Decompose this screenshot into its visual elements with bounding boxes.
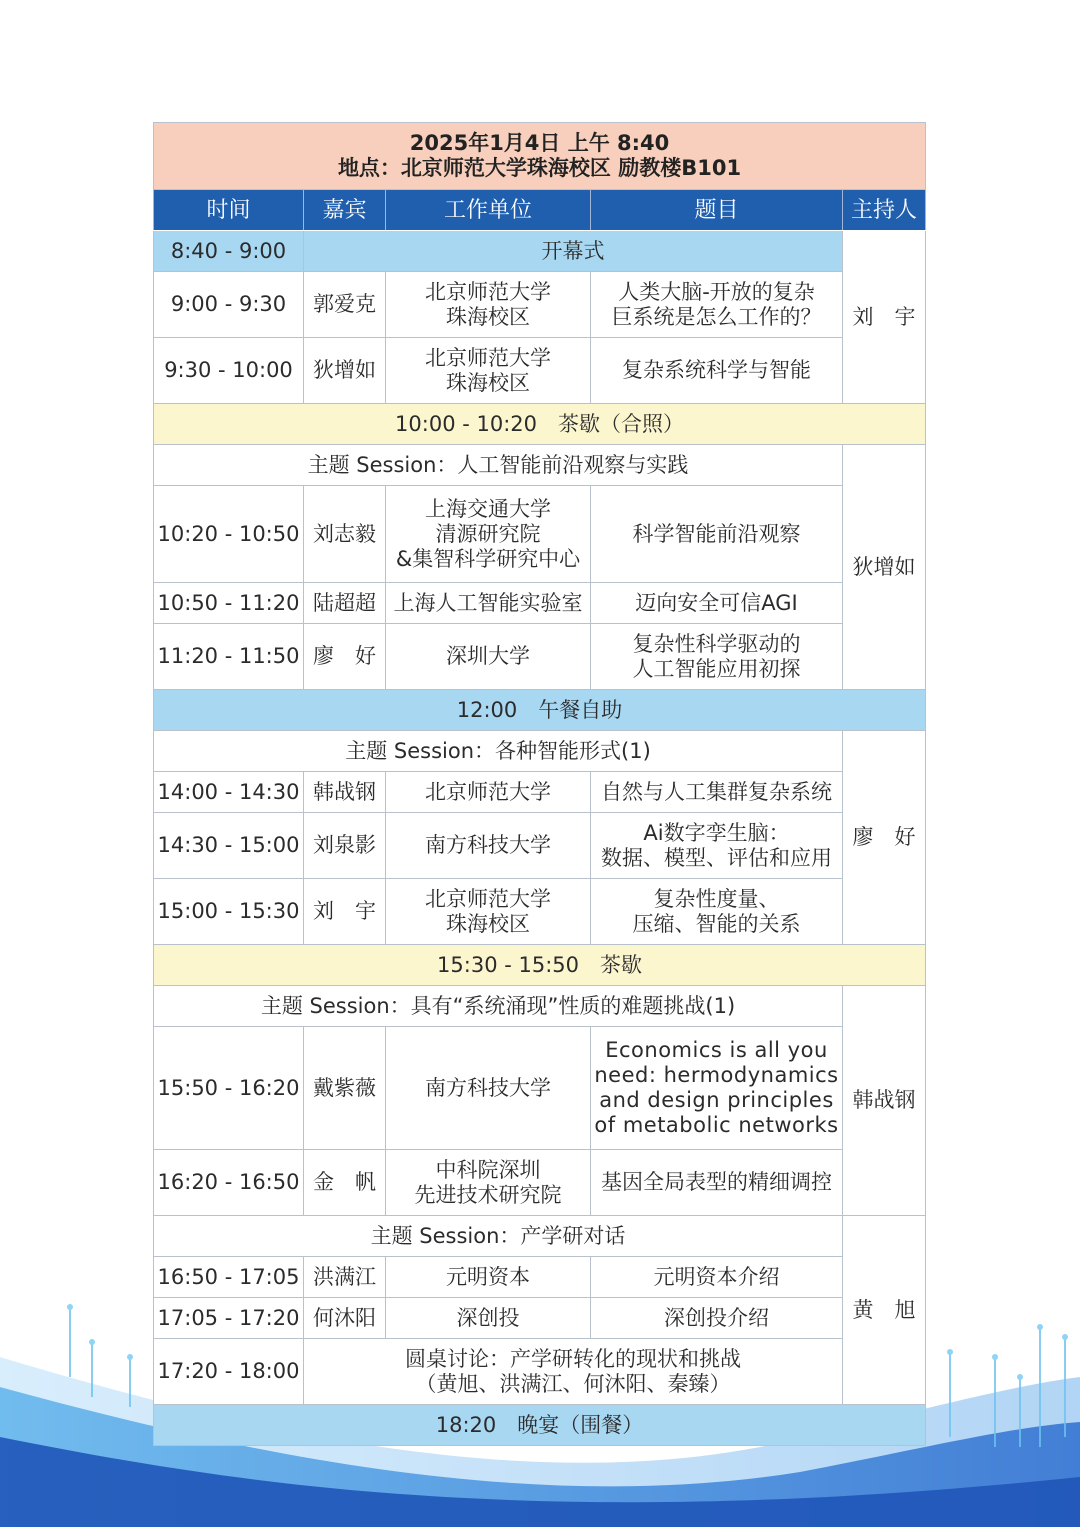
row-time: 10:50 - 11:20 <box>154 583 304 624</box>
row-organization: 上海人工智能实验室 <box>386 583 591 624</box>
opening-label: 开幕式 <box>304 231 843 272</box>
row-time: 15:50 - 16:20 <box>154 1027 304 1150</box>
row-speaker: 狄增如 <box>304 338 386 404</box>
column-header-row <box>154 190 926 231</box>
row-organization: 深创投 <box>386 1298 591 1339</box>
session-title-row <box>154 986 926 1027</box>
row-speaker: 郭爱克 <box>304 272 386 338</box>
session-title: 主题 Session：人工智能前沿观察与实践 <box>154 445 843 486</box>
row-topic: Ai数字孪生脑： 数据、模型、评估和应用 <box>591 813 843 879</box>
schedule-header <box>154 123 926 190</box>
dinner-row <box>154 1405 926 1446</box>
row-topic: 科学智能前沿观察 <box>591 486 843 583</box>
lunch-label: 12:00 午餐自助 <box>154 690 926 731</box>
row-topic: 迈向安全可信AGI <box>591 583 843 624</box>
row-time: 17:05 - 17:20 <box>154 1298 304 1339</box>
host-cell: 刘 宇 <box>843 231 926 404</box>
table-row <box>154 231 926 272</box>
row-speaker: 刘泉影 <box>304 813 386 879</box>
column-speaker: 嘉宾 <box>304 190 386 231</box>
row-organization: 北京师范大学 珠海校区 <box>386 272 591 338</box>
row-time: 8:40 - 9:00 <box>154 231 304 272</box>
row-organization: 北京师范大学 珠海校区 <box>386 338 591 404</box>
tea-break-row <box>154 404 926 445</box>
row-speaker: 陆超超 <box>304 583 386 624</box>
dinner-label: 18:20 晚宴（围餐） <box>154 1405 926 1446</box>
row-organization: 中科院深圳 先进技术研究院 <box>386 1150 591 1216</box>
table-row <box>154 879 926 945</box>
tea-break-row <box>154 945 926 986</box>
row-time: 9:00 - 9:30 <box>154 272 304 338</box>
table-row <box>154 486 926 583</box>
host-cell: 黄 旭 <box>843 1216 926 1405</box>
session-title-row <box>154 731 926 772</box>
row-organization: 南方科技大学 <box>386 1027 591 1150</box>
row-topic: 基因全局表型的精细调控 <box>591 1150 843 1216</box>
table-row <box>154 772 926 813</box>
row-time: 14:00 - 14:30 <box>154 772 304 813</box>
row-time: 16:50 - 17:05 <box>154 1257 304 1298</box>
schedule-table <box>153 122 926 1446</box>
row-speaker: 戴紫薇 <box>304 1027 386 1150</box>
table-row <box>154 624 926 690</box>
row-topic: 人类大脑-开放的复杂 巨系统是怎么工作的？ <box>591 272 843 338</box>
session-title-row <box>154 1216 926 1257</box>
row-organization: 元明资本 <box>386 1257 591 1298</box>
column-time: 时间 <box>154 190 304 231</box>
row-topic: 元明资本介绍 <box>591 1257 843 1298</box>
row-topic: 自然与人工集群复杂系统 <box>591 772 843 813</box>
row-time: 14:30 - 15:00 <box>154 813 304 879</box>
roundtable-row <box>154 1339 926 1405</box>
row-time: 9:30 - 10:00 <box>154 338 304 404</box>
column-host: 主持人 <box>843 190 926 231</box>
row-topic: 复杂性科学驱动的 人工智能应用初探 <box>591 624 843 690</box>
table-row <box>154 1027 926 1150</box>
row-topic: 复杂系统科学与智能 <box>591 338 843 404</box>
session-title: 主题 Session：具有“系统涌现”性质的难题挑战(1) <box>154 986 843 1027</box>
row-speaker: 何沐阳 <box>304 1298 386 1339</box>
row-speaker: 洪满江 <box>304 1257 386 1298</box>
row-organization: 上海交通大学 清源研究院 &集智科学研究中心 <box>386 486 591 583</box>
row-time: 16:20 - 16:50 <box>154 1150 304 1216</box>
host-cell: 狄增如 <box>843 445 926 690</box>
row-speaker: 金 帆 <box>304 1150 386 1216</box>
tea-break-label: 10:00 - 10:20 茶歇（合照） <box>154 404 926 445</box>
tea-break-label: 15:30 - 15:50 茶歇 <box>154 945 926 986</box>
row-organization: 北京师范大学 <box>386 772 591 813</box>
host-cell: 廖 好 <box>843 731 926 945</box>
row-time: 15:00 - 15:30 <box>154 879 304 945</box>
table-row <box>154 1150 926 1216</box>
event-location: 地点：北京师范大学珠海校区 励教楼B101 <box>337 156 742 180</box>
table-row <box>154 338 926 404</box>
event-datetime: 2025年1月4日 上午 8:40 <box>409 131 670 155</box>
table-row <box>154 813 926 879</box>
table-row <box>154 1298 926 1339</box>
row-time: 10:20 - 10:50 <box>154 486 304 583</box>
column-organization: 工作单位 <box>386 190 591 231</box>
row-topic: Economics is all you need: hermodynamics and design principles of metabolic networks <box>591 1027 843 1150</box>
row-topic: 复杂性度量、 压缩、智能的关系 <box>591 879 843 945</box>
row-speaker: 韩战钢 <box>304 772 386 813</box>
row-time: 17:20 - 18:00 <box>154 1339 304 1405</box>
table-row <box>154 1257 926 1298</box>
session-title: 主题 Session：产学研对话 <box>154 1216 843 1257</box>
table-row <box>154 272 926 338</box>
column-topic: 题目 <box>591 190 843 231</box>
row-speaker: 刘 宇 <box>304 879 386 945</box>
row-speaker: 刘志毅 <box>304 486 386 583</box>
session-title: 主题 Session：各种智能形式(1) <box>154 731 843 772</box>
row-time: 11:20 - 11:50 <box>154 624 304 690</box>
row-topic: 深创投介绍 <box>591 1298 843 1339</box>
roundtable-topic: 圆桌讨论：产学研转化的现状和挑战 （黄旭、洪满江、何沐阳、秦臻） <box>304 1339 843 1405</box>
row-organization: 北京师范大学 珠海校区 <box>386 879 591 945</box>
row-organization: 南方科技大学 <box>386 813 591 879</box>
session-title-row <box>154 445 926 486</box>
row-speaker: 廖 好 <box>304 624 386 690</box>
row-organization: 深圳大学 <box>386 624 591 690</box>
lunch-row <box>154 690 926 731</box>
host-cell: 韩战钢 <box>843 986 926 1216</box>
table-row <box>154 583 926 624</box>
